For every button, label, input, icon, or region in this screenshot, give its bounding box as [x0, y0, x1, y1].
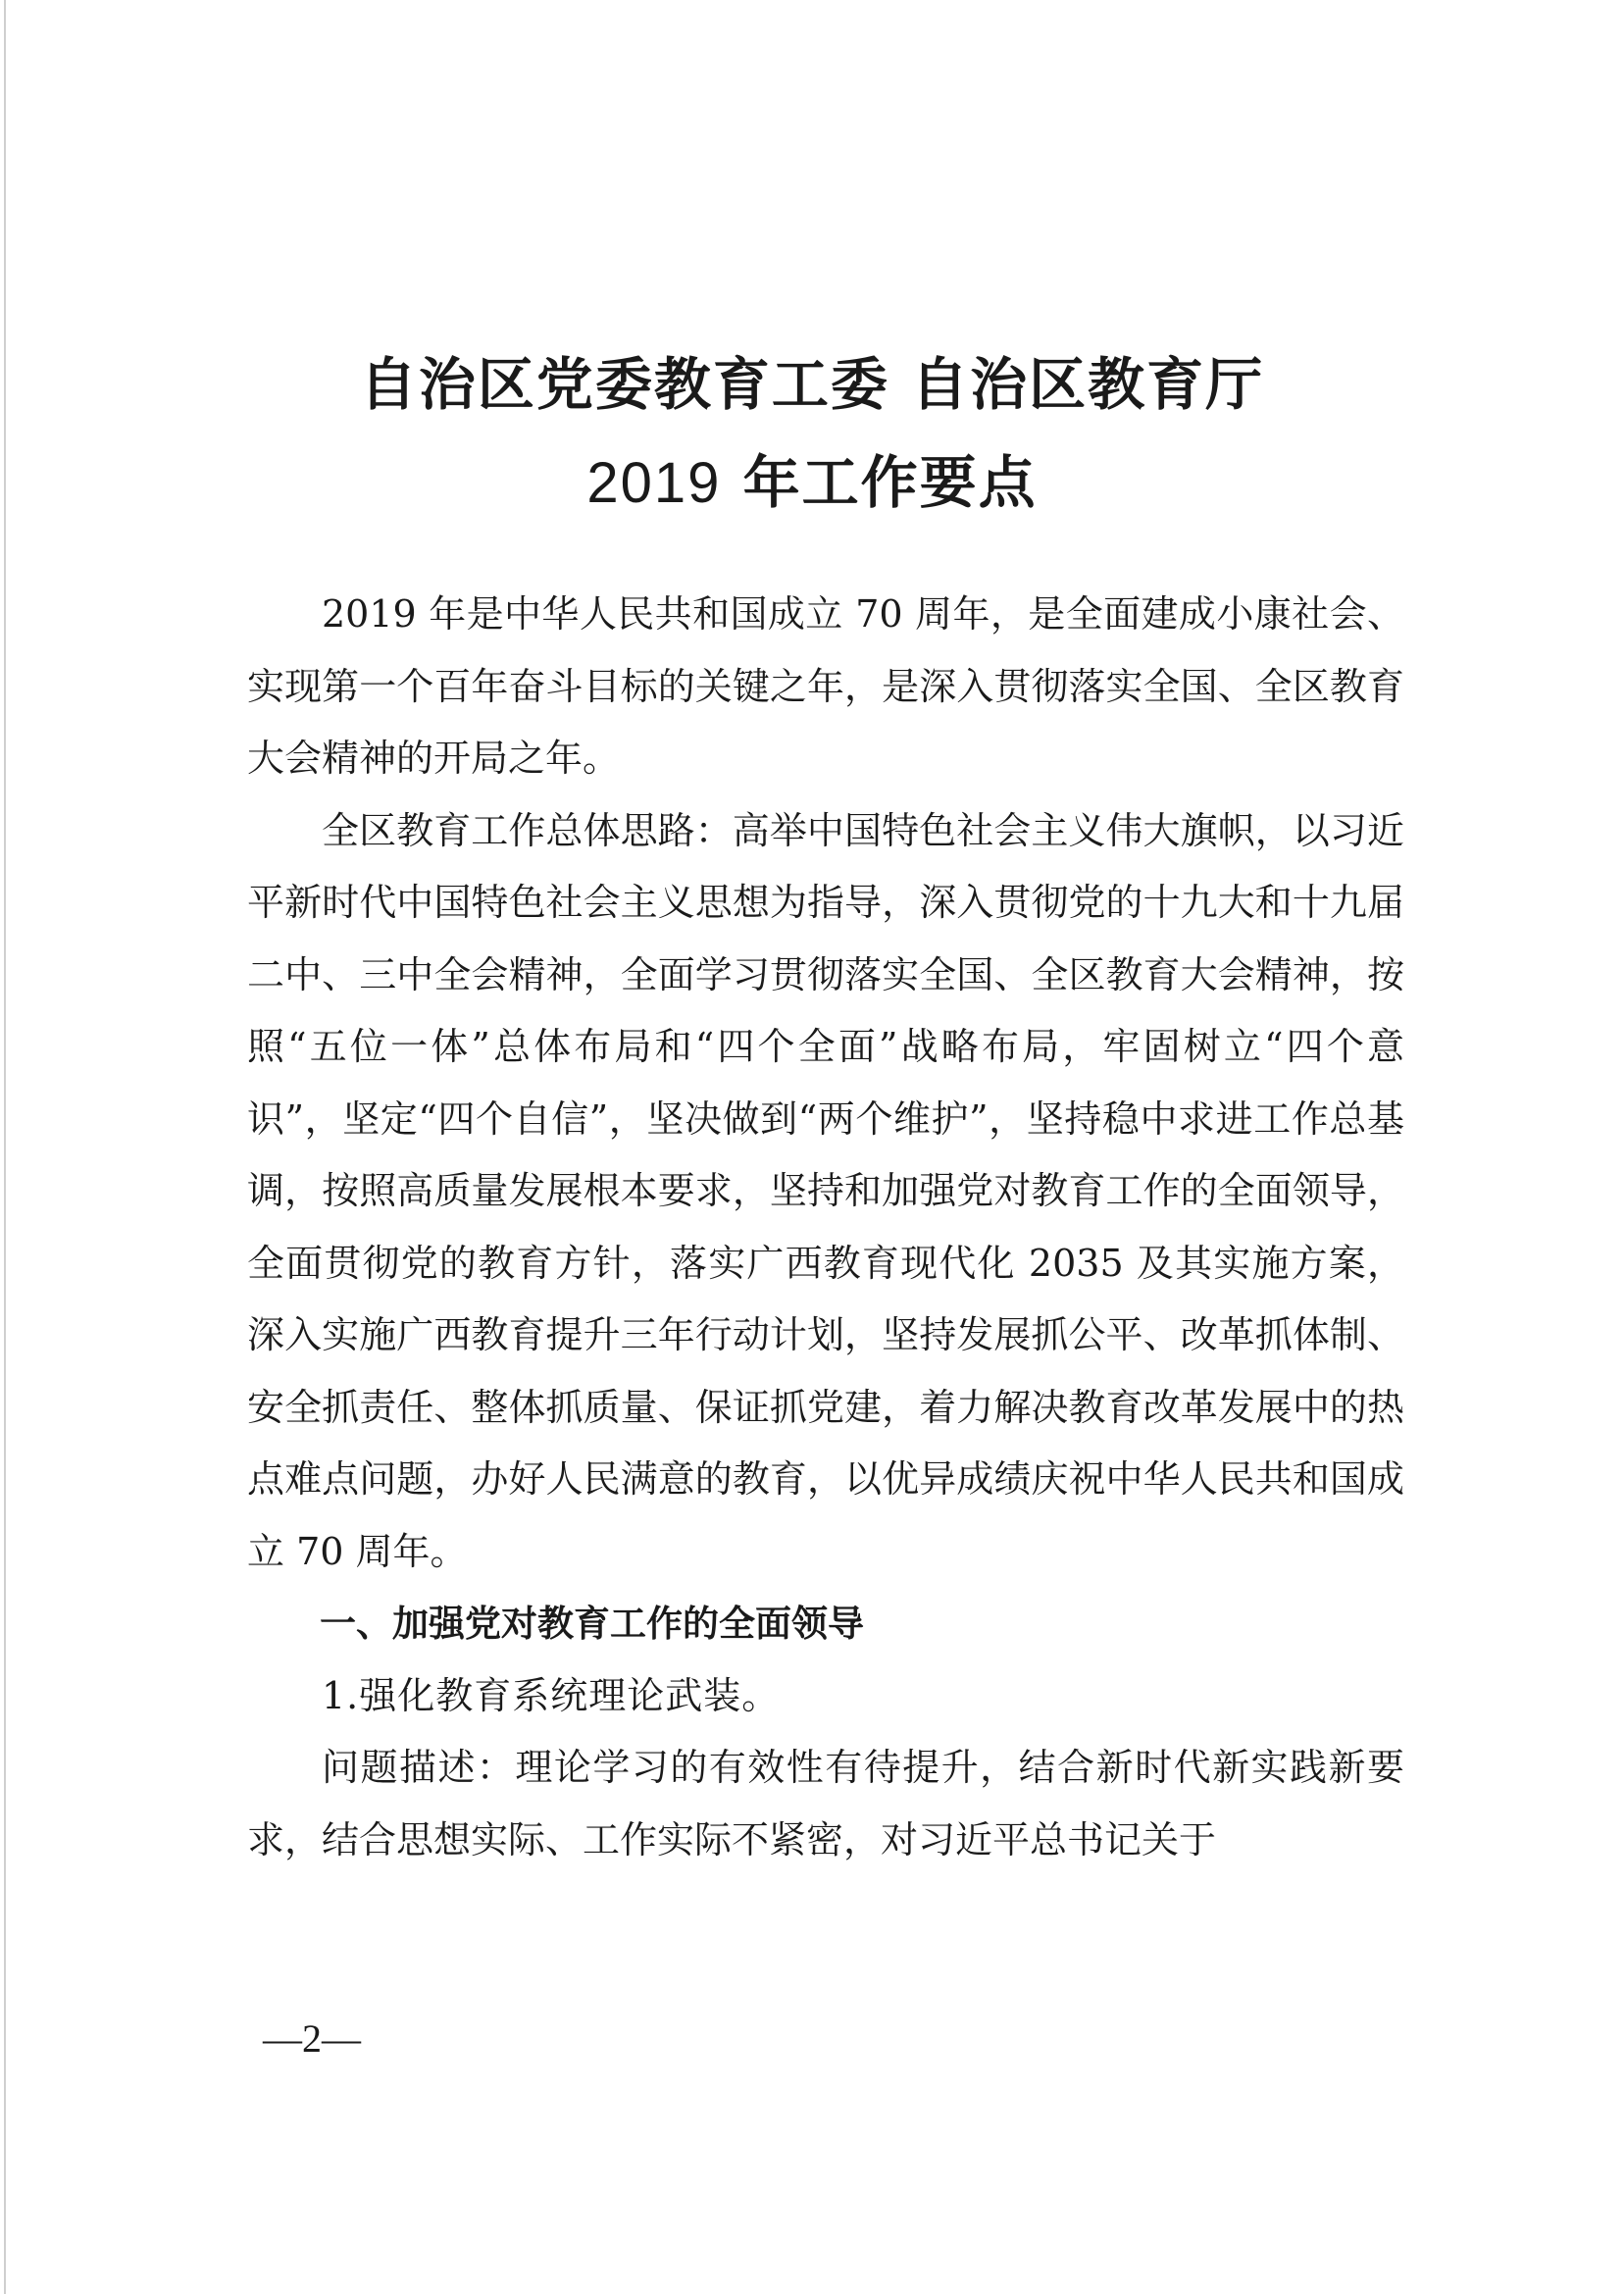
document-title-line-2 — [0, 436, 1624, 519]
subsection-heading: 1.强化教育系统理论武装。 — [322, 1673, 781, 1717]
document-body — [247, 579, 1404, 1876]
problem-description-paragraph: 问题描述：理论学习的有效性有待提升，结合新时代新实践新要求，结合思想实际、工作实际不紧密，对习近平总书记关于 — [247, 1746, 1404, 1861]
title-year: 2019 — [586, 451, 722, 515]
document-title-line-1: 自治区党委教育工委 自治区教育厅 — [359, 351, 1265, 418]
section-heading: 一、加强党对教育工作的全面领导 — [320, 1603, 864, 1645]
overall-approach-paragraph: 全区教育工作总体思路：高举中国特色社会主义伟大旗帜，以习近平新时代中国特色社会主义思想为指导，深入贯彻党的十九大和十九届二中、三中全会精神，全面学习贯彻落实全国、全区教育大会精神，按照“五位一体”总体布局和“四个全面”战略布局，牢固树立“四个意识”，坚定“四个自信”，坚决做到“两个维护”，坚持稳中求进工作总基调，按照高质量发展根本要求，坚持和加强党对教育工作的全面领导，全面贯彻党的教育方针，落实广西教育现代化 2035 及其实施方案，深入实施广西教育提升三年行动计划，坚持发展抓公平、改革抓体制、安全抓责任、整体抓质量、保证抓党建，着力解决教育改革发展中的热点难点问题，办好人民满意的教育，以优异成绩庆祝中华人民共和国成立 70 周年。 — [247, 808, 1404, 1573]
intro-paragraph: 2019 年是中华人民共和国成立 70 周年，是全面建成小康社会、实现第一个百年奋斗目标的关键之年，是深入贯彻落实全国、全区教育大会精神的开局之年。 — [247, 592, 1404, 780]
page-number: —2— — [263, 2016, 361, 2061]
title-rest: 年工作要点 — [721, 449, 1038, 516]
